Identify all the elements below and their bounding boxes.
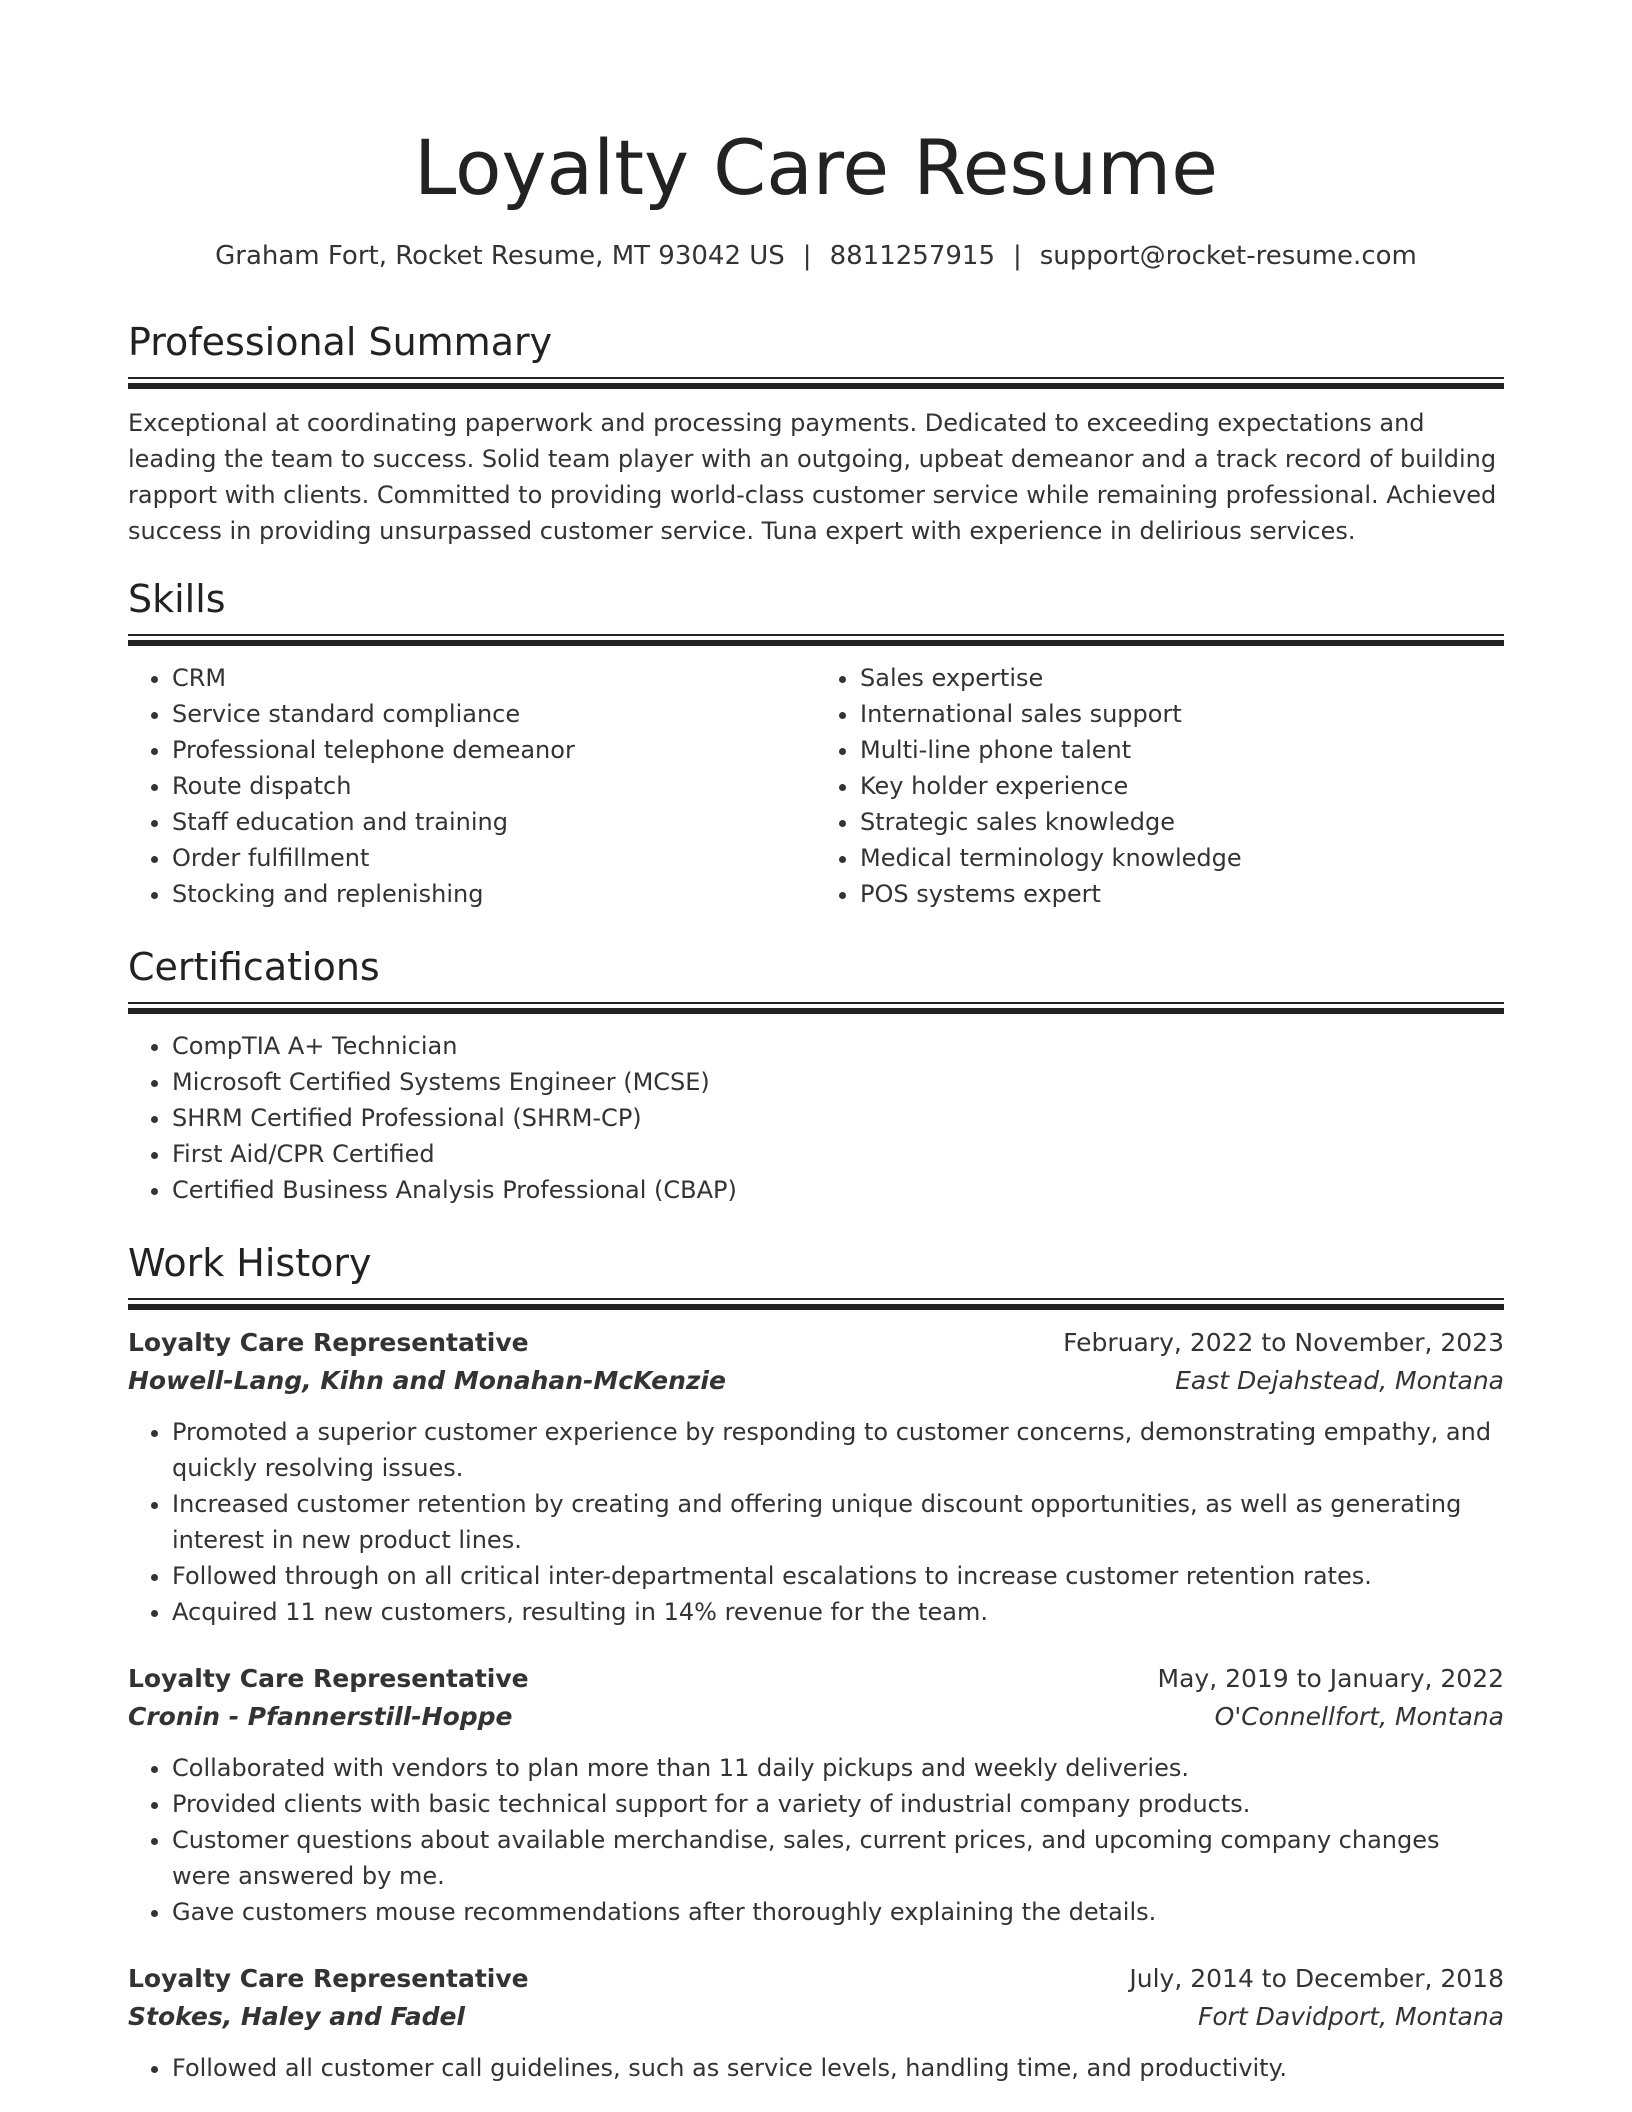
- contact-separator: |: [802, 241, 812, 271]
- work-history-section: [128, 1238, 1504, 2086]
- job-entry: [128, 1660, 1504, 1930]
- contact-phone: 8811257915: [829, 241, 995, 271]
- summary-text: Exceptional at coordinating paperwork and processing payments. Dedicated to exceeding expectations and leading the team to success. Solid team player with an outgoing, upbeat demeanor and a track record of building rapport with clients. Committed to providing world-class customer service while remaining professional. Achieved success in providing unsurpassed customer service. Tuna expert with experience in delirious services.: [128, 409, 1497, 545]
- job-subheader: [128, 1998, 1504, 2036]
- job-title: Loyalty Care Representative: [128, 1664, 529, 1693]
- job-bullet: • Provided clients with basic technical support for a variety of industrial company products.: [172, 1786, 1504, 1822]
- work-history-heading: Work History: [128, 1241, 372, 1285]
- skill-item: • Key holder experience: [860, 768, 1504, 804]
- job-bullet: • Gave customers mouse recommendations after thoroughly explaining the details.: [172, 1894, 1504, 1930]
- job-location: Fort Davidport, Montana: [1197, 2002, 1504, 2031]
- job-company: Howell-Lang, Kihn and Monahan-McKenzie: [128, 1366, 726, 1395]
- skill-item: • Staff education and training: [172, 804, 816, 840]
- skills-heading: Skills: [128, 577, 226, 621]
- job-bullets: [128, 1750, 1504, 1930]
- contact-separator: |: [1012, 241, 1022, 271]
- certifications-heading: Certifications: [128, 945, 380, 989]
- job-dates: July, 2014 to December, 2018: [1129, 1964, 1504, 1993]
- skill-item: • POS systems expert: [860, 876, 1504, 912]
- job-dates: May, 2019 to January, 2022: [1157, 1664, 1504, 1693]
- job-bullet: • Promoted a superior customer experience by responding to customer concerns, demonstrating empathy, and quickly resolving issues.: [172, 1414, 1504, 1486]
- certification-item: • CompTIA A+ Technician: [172, 1028, 1504, 1064]
- job-location: O'Connellfort, Montana: [1214, 1702, 1504, 1731]
- section-divider: [128, 377, 1504, 391]
- skill-item: • International sales support: [860, 696, 1504, 732]
- job-company: Stokes, Haley and Fadel: [128, 2002, 465, 2031]
- job-bullet: • Customer questions about available merchandise, sales, current prices, and upcoming company changes were answered by me.: [172, 1822, 1504, 1894]
- skill-item: • Service standard compliance: [172, 696, 816, 732]
- certification-item: • Microsoft Certified Systems Engineer (MCSE): [172, 1064, 1504, 1100]
- summary-section: [128, 317, 1504, 549]
- skill-item: • Stocking and replenishing: [172, 876, 816, 912]
- job-header: [128, 1324, 1504, 1362]
- contact-line: [128, 238, 1504, 274]
- skills-section: [128, 574, 1504, 912]
- certifications-section: [128, 942, 1504, 1208]
- job-company: Cronin - Pfannerstill-Hoppe: [128, 1702, 513, 1731]
- skill-item: • Multi-line phone talent: [860, 732, 1504, 768]
- job-bullets: [128, 1414, 1504, 1630]
- section-divider: [128, 634, 1504, 648]
- skills-columns: [128, 660, 1504, 912]
- skill-item: • Professional telephone demeanor: [172, 732, 816, 768]
- skill-item: • Route dispatch: [172, 768, 816, 804]
- skill-item: • Medical terminology knowledge: [860, 840, 1504, 876]
- job-dates: February, 2022 to November, 2023: [1063, 1328, 1504, 1357]
- job-title: Loyalty Care Representative: [128, 1328, 529, 1357]
- job-header: [128, 1660, 1504, 1698]
- job-bullets: [128, 2050, 1504, 2086]
- resume-title: Loyalty Care Resume: [414, 123, 1218, 212]
- skill-item: • Order fulfillment: [172, 840, 816, 876]
- job-bullet: • Increased customer retention by creating and offering unique discount opportunities, as well as generating interest in new product lines.: [172, 1486, 1504, 1558]
- job-bullet: • Acquired 11 new customers, resulting in 14% revenue for the team.: [172, 1594, 1504, 1630]
- summary-heading: Professional Summary: [128, 320, 553, 364]
- job-bullet: • Followed all customer call guidelines, such as service levels, handling time, and productivity.: [172, 2050, 1504, 2086]
- skill-item: • Strategic sales knowledge: [860, 804, 1504, 840]
- certification-item: • SHRM Certified Professional (SHRM-CP): [172, 1100, 1504, 1136]
- job-entry: [128, 1324, 1504, 1630]
- certifications-list: [128, 1028, 1504, 1208]
- contact-address: Graham Fort, Rocket Resume, MT 93042 US: [215, 241, 785, 271]
- certification-item: • Certified Business Analysis Professional (CBAP): [172, 1172, 1504, 1208]
- job-bullet: • Followed through on all critical inter-departmental escalations to increase customer retention rates.: [172, 1558, 1504, 1594]
- section-divider: [128, 1298, 1504, 1312]
- job-location: East Dejahstead, Montana: [1175, 1366, 1504, 1395]
- job-header: [128, 1960, 1504, 1998]
- certification-item: • First Aid/CPR Certified: [172, 1136, 1504, 1172]
- skills-list-left: [128, 660, 816, 912]
- skill-item: • CRM: [172, 660, 816, 696]
- job-subheader: [128, 1362, 1504, 1400]
- job-entry: [128, 1960, 1504, 2086]
- skill-item: • Sales expertise: [860, 660, 1504, 696]
- section-divider: [128, 1002, 1504, 1016]
- job-title: Loyalty Care Representative: [128, 1964, 529, 1993]
- job-subheader: [128, 1698, 1504, 1736]
- contact-email[interactable]: support@rocket-resume.com: [1039, 241, 1417, 271]
- skills-list-right: [816, 660, 1504, 912]
- job-bullet: • Collaborated with vendors to plan more than 11 daily pickups and weekly deliveries.: [172, 1750, 1504, 1786]
